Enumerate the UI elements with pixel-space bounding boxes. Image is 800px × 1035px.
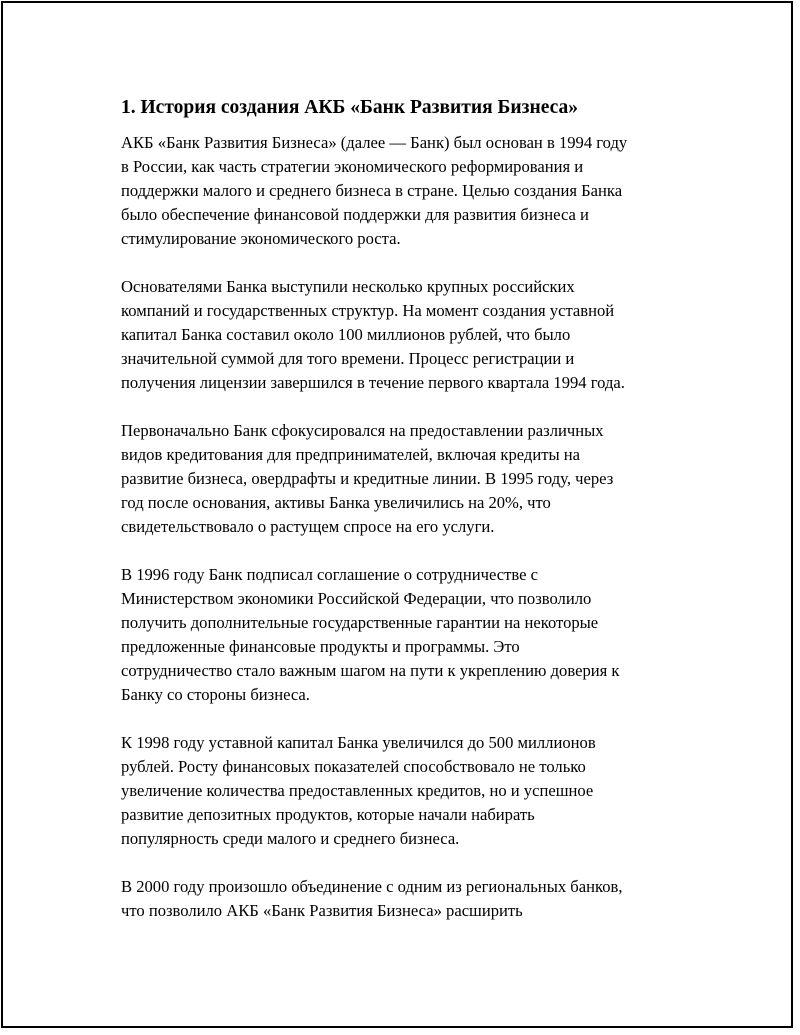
document-page bbox=[1, 1, 793, 1028]
paragraph-line: В 2000 году произошло объединение с одним из региональных банков, bbox=[121, 877, 623, 896]
section-title: 1. История создания АКБ «Банк Развития Бизнеса» bbox=[121, 97, 579, 118]
paragraph-line: значительной суммой для того времени. Процесс регистрации и bbox=[121, 349, 575, 368]
paragraph-line: компаний и государственных структур. На момент создания уставной bbox=[121, 301, 615, 320]
paragraph-line: увеличение количества предоставленных кредитов, но и успешное bbox=[121, 781, 594, 800]
paragraph-line: стимулирование экономического роста. bbox=[121, 229, 401, 248]
paragraph-line: популярность среди малого и среднего бизнеса. bbox=[121, 829, 460, 848]
paragraph-line: что позволило АКБ «Банк Развития Бизнеса» расширить bbox=[121, 901, 523, 920]
paragraph-line: рублей. Росту финансовых показателей способствовало не только bbox=[121, 757, 586, 776]
paragraph-line: развитие бизнеса, овердрафты и кредитные линии. В 1995 году, через bbox=[121, 469, 614, 488]
paragraph-line: получения лицензии завершился в течение первого квартала 1994 года. bbox=[121, 373, 625, 392]
paragraph-line: видов кредитования для предпринимателей, включая кредиты на bbox=[121, 445, 581, 464]
paragraph bbox=[121, 563, 691, 707]
paragraph-line: было обеспечение финансовой поддержки для развития бизнеса и bbox=[121, 205, 589, 224]
paragraphs-container bbox=[121, 131, 691, 923]
document-content bbox=[121, 95, 691, 947]
paragraph-line: Основателями Банка выступили несколько крупных российских bbox=[121, 277, 575, 296]
paragraph-line: В 1996 году Банк подписал соглашение о сотрудничестве с bbox=[121, 565, 538, 584]
paragraph-line: сотрудничество стало важным шагом на пути к укреплению доверия к bbox=[121, 661, 620, 680]
paragraph-line: поддержки малого и среднего бизнеса в стране. Целью создания Банка bbox=[121, 181, 623, 200]
paragraph bbox=[121, 131, 691, 251]
paragraph-line: свидетельствовало о растущем спросе на его услуги. bbox=[121, 517, 495, 536]
paragraph-line: Первоначально Банк сфокусировался на предоставлении различных bbox=[121, 421, 604, 440]
paragraph-line: в России, как часть стратегии экономического реформирования и bbox=[121, 157, 584, 176]
paragraph bbox=[121, 275, 691, 395]
paragraph-line: предложенные финансовые продукты и программы. Это bbox=[121, 637, 520, 656]
paragraph-line: капитал Банка составил около 100 миллионов рублей, что было bbox=[121, 325, 571, 344]
paragraph bbox=[121, 419, 691, 539]
paragraph-line: Банку со стороны бизнеса. bbox=[121, 685, 310, 704]
paragraph-line: получить дополнительные государственные гарантии на некоторые bbox=[121, 613, 599, 632]
paragraph bbox=[121, 731, 691, 851]
paragraph-line: год после основания, активы Банка увеличились на 20%, что bbox=[121, 493, 551, 512]
paragraph-line: К 1998 году уставной капитал Банка увеличился до 500 миллионов bbox=[121, 733, 596, 752]
paragraph-line: АКБ «Банк Развития Бизнеса» (далее — Банк) был основан в 1994 году bbox=[121, 133, 628, 152]
paragraph-line: развитие депозитных продуктов, которые начали набирать bbox=[121, 805, 535, 824]
paragraph bbox=[121, 875, 691, 923]
paragraph-line: Министерством экономики Российской Федерации, что позволило bbox=[121, 589, 592, 608]
